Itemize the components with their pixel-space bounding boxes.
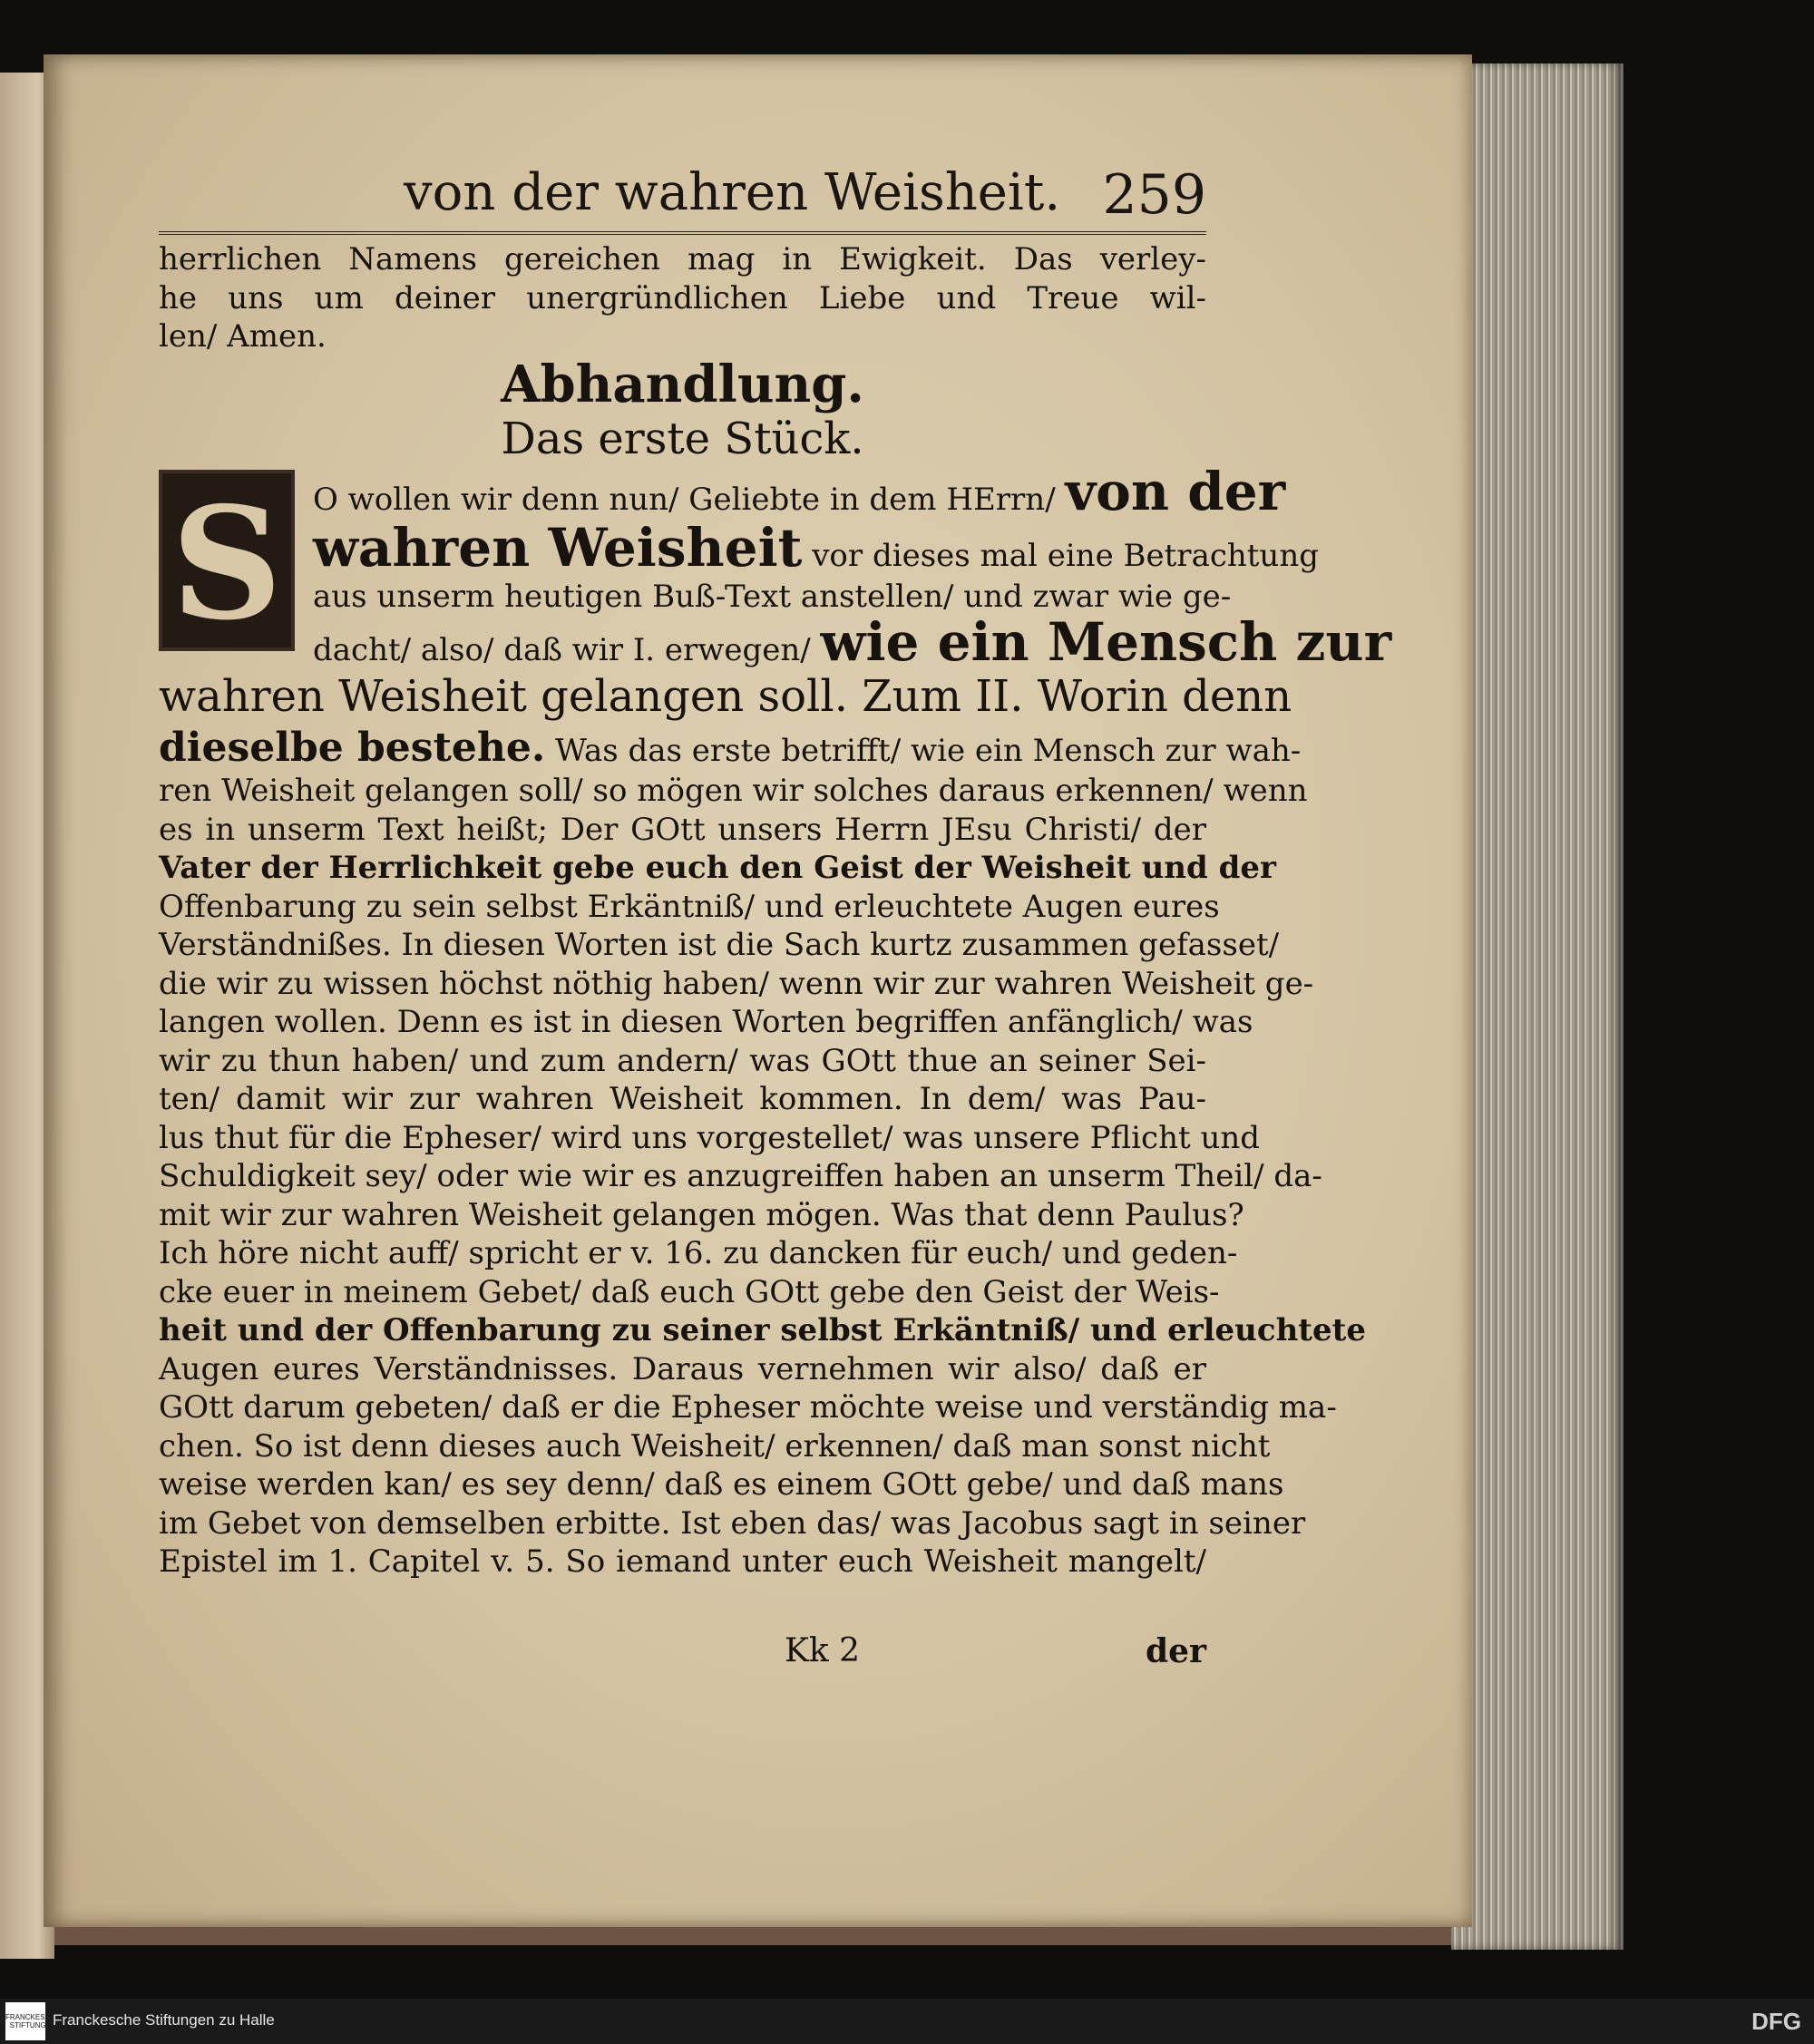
text-line: he uns um deiner unergründlichen Liebe und Treue wil- xyxy=(159,279,1206,316)
text-line: O wollen wir denn nun/ Geliebte in dem HErrn/ von der xyxy=(313,460,1286,522)
text-line: lus thut für die Epheser/ wird uns vorgestellet/ was unsere Pflicht und xyxy=(159,1119,1261,1156)
text-line: Epistel im 1. Capitel v. 5. So iemand unter euch Weisheit mangelt/ xyxy=(159,1543,1206,1580)
text-line: Vater der Herrlichkeit gebe euch den Geist der Weisheit und der xyxy=(159,850,1276,886)
running-title: von der wahren Weisheit. xyxy=(404,163,1061,222)
page-number: 259 xyxy=(1102,163,1206,227)
section-heading: Abhandlung. xyxy=(501,354,864,414)
text-line: Augen eures Verständnisses. Daraus vernehmen wir also/ daß er xyxy=(159,1350,1206,1387)
text-line: heit und der Offenbarung zu seiner selbst Erkäntniß/ und erleuchtete xyxy=(159,1312,1366,1348)
text-line: cke euer in meinem Gebet/ daß euch GOtt gebe den Geist der Weis- xyxy=(159,1273,1220,1310)
text-line: dacht/ also/ daß wir I. erwegen/ wie ein Mensch zur xyxy=(313,611,1392,673)
text-line: len/ Amen. xyxy=(159,318,327,355)
text-line: ten/ damit wir zur wahren Weisheit kommen. In dem/ was Pau- xyxy=(159,1081,1206,1117)
dfg-logo: DFG xyxy=(1751,2008,1801,2035)
viewer-footer xyxy=(0,1999,1814,2044)
text-line: Verständnißes. In diesen Worten ist die Sach kurtz zusammen gefasset/ xyxy=(159,927,1280,963)
text-line: wahren Weisheit gelangen soll. Zum II. Worin denn xyxy=(159,671,1292,722)
drop-cap: S xyxy=(159,470,295,651)
page-header xyxy=(159,113,1206,227)
page-footer xyxy=(159,1632,1206,1678)
text-line: langen wollen. Denn es ist in diesen Worten begriffen anfänglich/ was xyxy=(159,1004,1253,1040)
text-line: dieselbe bestehe. Was das erste betrifft/ wie ein Mensch zur wah- xyxy=(159,725,1302,771)
opening-paragraph xyxy=(159,460,1392,1582)
text-line: weise werden kan/ es sey denn/ daß es einem GOtt gebe/ und daß mans xyxy=(159,1466,1284,1503)
text-line: die wir zu wissen höchst nöthig haben/ wenn wir zur wahren Weisheit ge- xyxy=(159,965,1314,1002)
text-line: Offenbarung zu sein selbst Erkäntniß/ und erleuchtete Augen eures xyxy=(159,888,1220,925)
text-line: chen. So ist denn dieses auch Weisheit/ erkennen/ daß man sonst nicht xyxy=(159,1427,1271,1465)
header-rule xyxy=(159,231,1206,235)
text-line: herrlichen Namens gereichen mag in Ewigkeit. Das verley- xyxy=(159,241,1206,277)
page-stack-edge xyxy=(1451,63,1624,1950)
page-body xyxy=(159,240,1392,1582)
text-line: Ich höre nicht auff/ spricht er v. 16. zu dancken für euch/ und geden- xyxy=(159,1235,1238,1271)
text-line: es in unserm Text heißt; Der GOtt unsers Herrn JEsu Christi/ der xyxy=(159,811,1206,848)
institution-logo[interactable]: FRANCKESCHE STIFTUNGEN xyxy=(5,2002,45,2040)
section-subheading: Das erste Stück. xyxy=(501,413,864,464)
signature-mark: Kk 2 xyxy=(785,1632,861,1669)
text-line: mit wir zur wahren Weisheit gelangen mögen. Was that denn Paulus? xyxy=(159,1196,1244,1233)
text-line: GOtt darum gebeten/ daß er die Epheser möchte weise und verständig ma- xyxy=(159,1389,1337,1426)
catchword: der xyxy=(1145,1632,1206,1670)
institution-name: Franckesche Stiftungen zu Halle xyxy=(53,2011,275,2029)
text-line: Schuldigkeit sey/ oder wie wir es anzugreiffen haben an unserm Theil/ da- xyxy=(159,1158,1322,1194)
text-line: wir zu thun haben/ und zum andern/ was GOtt thue an seiner Sei- xyxy=(159,1042,1206,1079)
text-line: ren Weisheit gelangen soll/ so mögen wir solches daraus erkennen/ wenn xyxy=(159,773,1308,809)
text-line: wahren Weisheit vor dieses mal eine Betrachtung xyxy=(313,516,1319,579)
text-line: im Gebet von demselben erbitte. Ist eben das/ was Jacobus sagt in seiner xyxy=(159,1504,1306,1542)
text-line: aus unserm heutigen Buß-Text anstellen/ und zwar wie ge- xyxy=(313,578,1232,615)
